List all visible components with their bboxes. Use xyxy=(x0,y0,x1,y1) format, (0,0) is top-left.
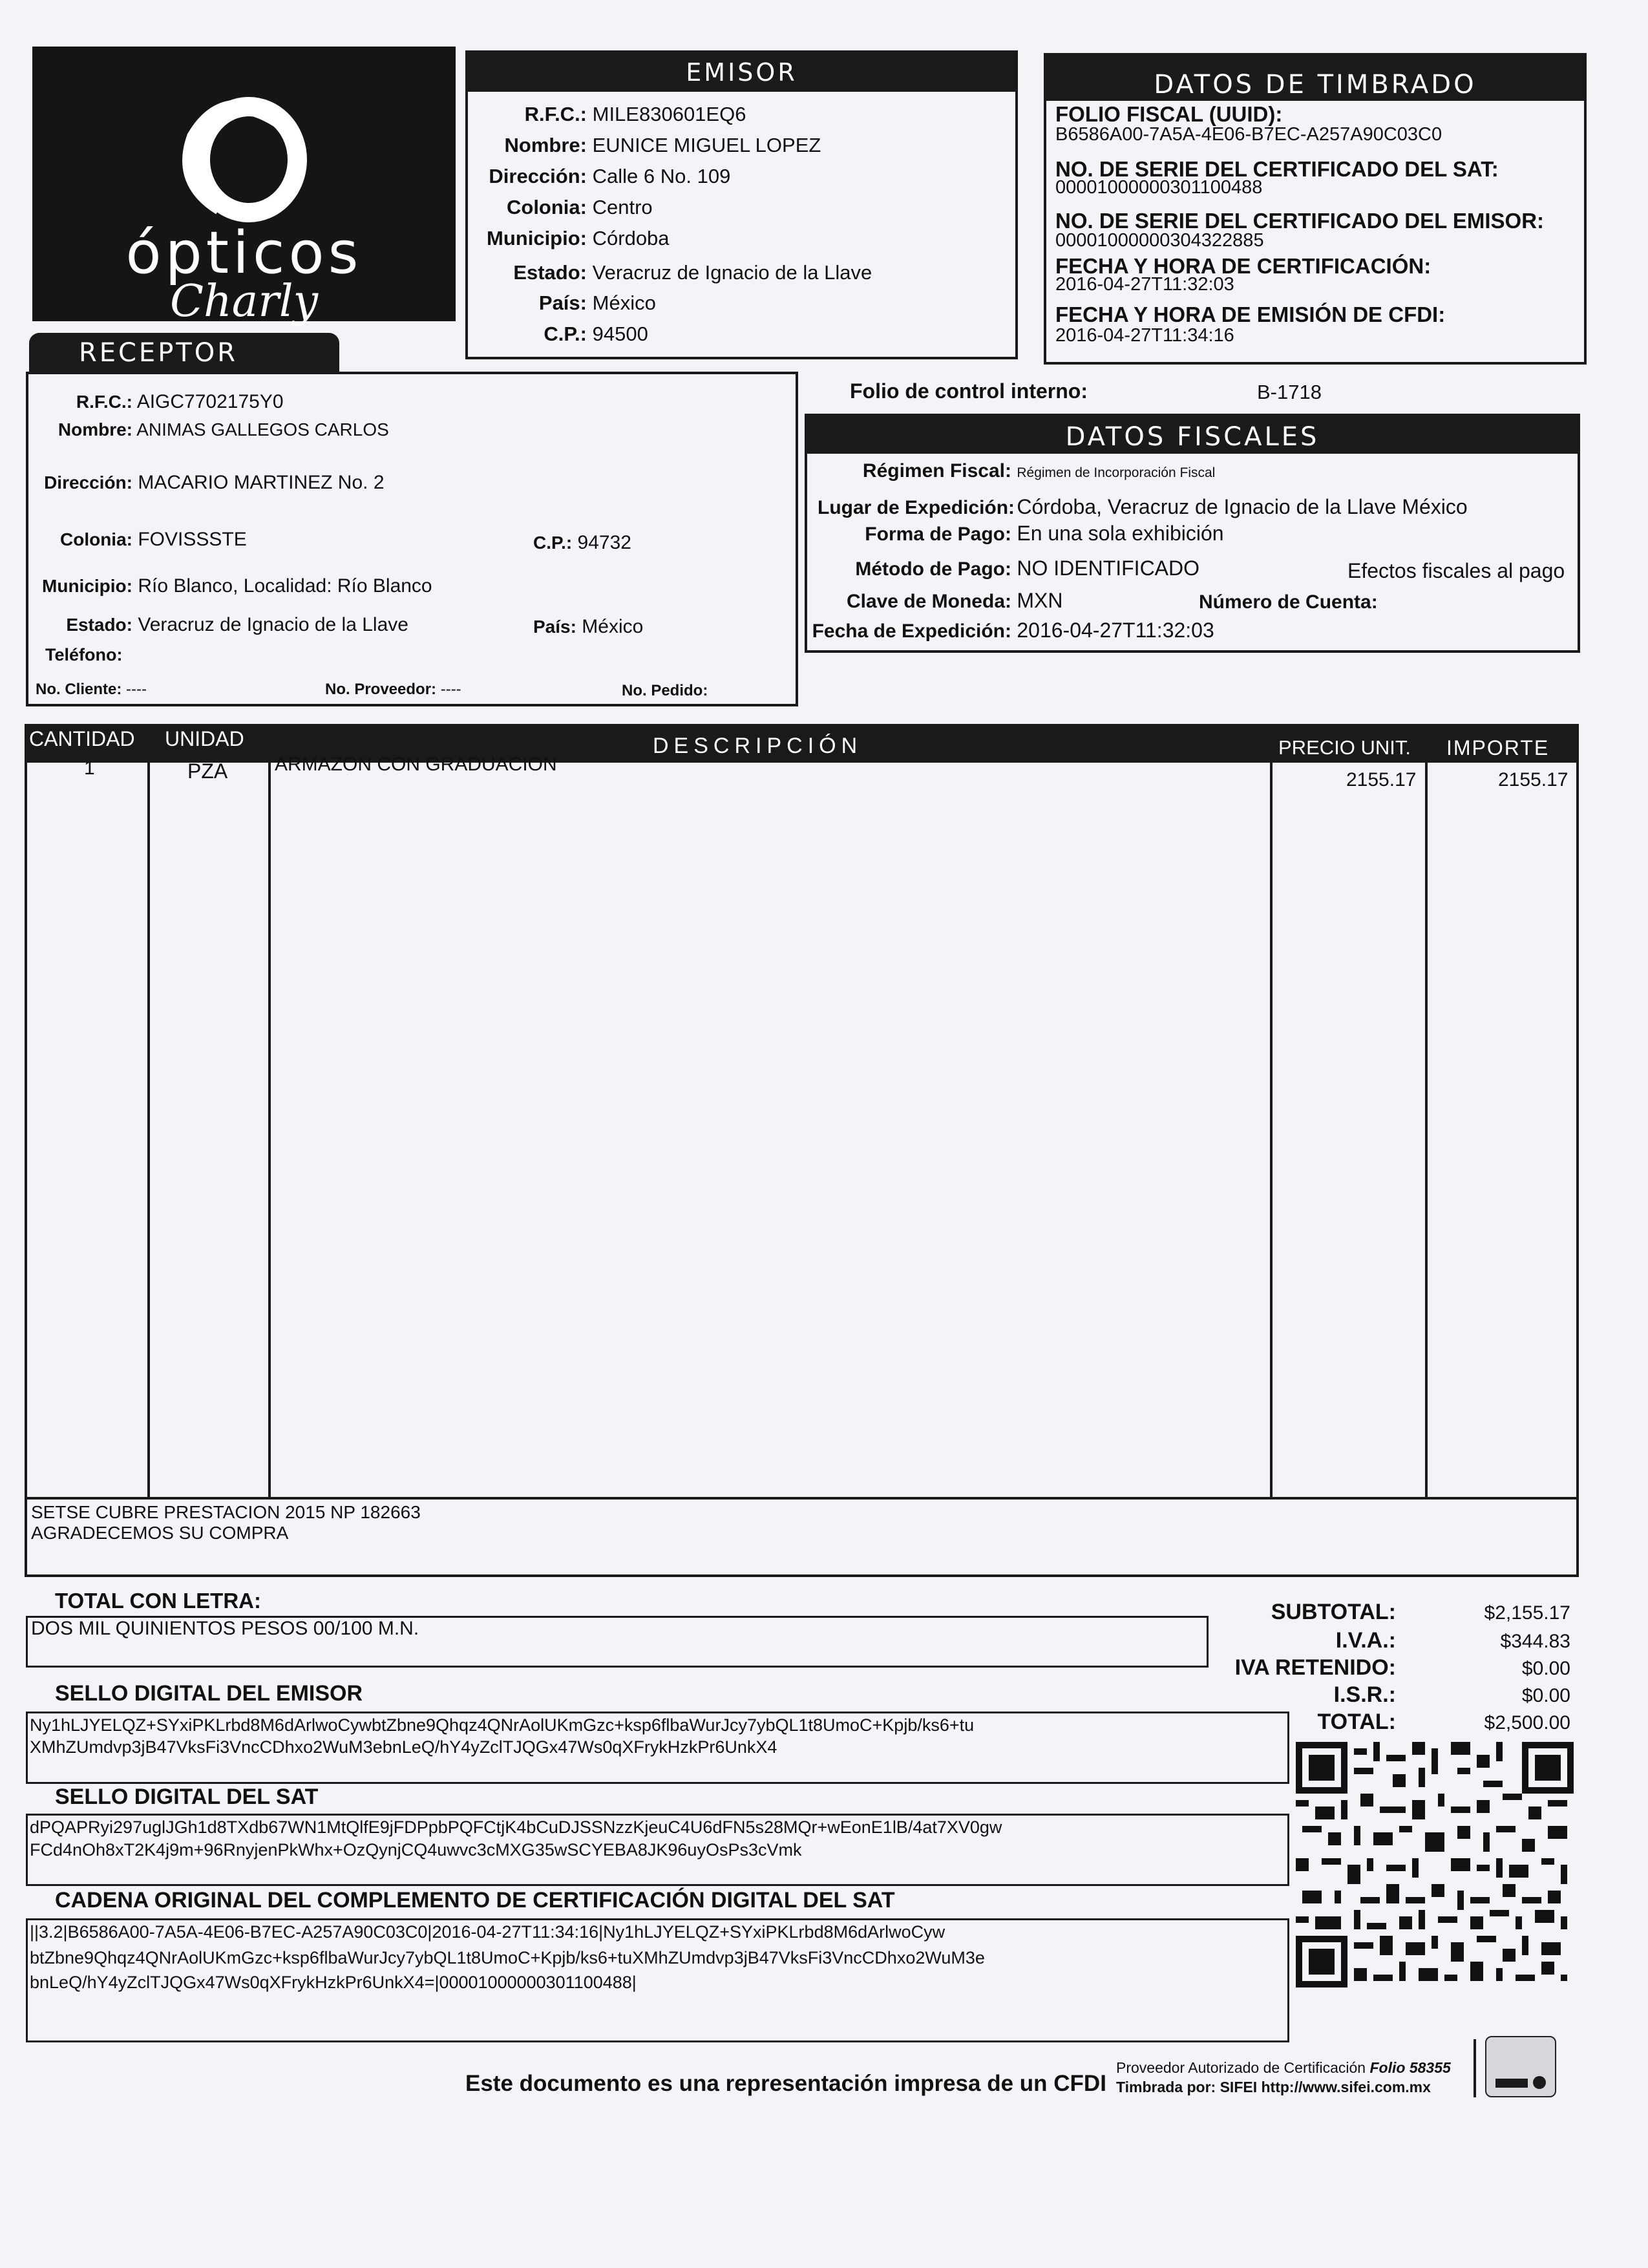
timbrado-value: 2016-04-27T11:34:16 xyxy=(1055,325,1234,346)
sello-emisor-line: XMhZUmdvp3jB47VksFi3VncCDhxo2WuM3ebnLeQ/hY4yZclTJQGx47Ws0qXFrykHzkPr6UnkX4 xyxy=(30,1737,777,1757)
items-box xyxy=(25,724,1579,1577)
fiscales-title: DATOS FISCALES xyxy=(807,416,1578,454)
qr-code-icon xyxy=(1296,1742,1574,1987)
cadena-line: ||3.2|B6586A00-7A5A-4E06-B7EC-A257A90C03C0|2016-04-27T11:34:16|Ny1hLJYELQZ+SYxiPKLrbd8M6dArlwoCyw xyxy=(30,1922,945,1942)
timbrado-value: 00001000000304322885 xyxy=(1055,230,1264,251)
total-letra-value: DOS MIL QUINIENTOS PESOS 00/100 M.N. xyxy=(31,1618,419,1639)
column-divider xyxy=(268,756,271,1500)
receptor-proveedor: No. Proveedor: ---- xyxy=(325,681,461,698)
emisor-row: País: México xyxy=(538,291,656,314)
receptor-telefono: Teléfono: xyxy=(45,645,123,664)
footer-divider xyxy=(1474,2039,1476,2097)
receptor-pais: País: México xyxy=(533,616,644,637)
receptor-municipio: Municipio: Río Blanco, Localidad: Río Blanco xyxy=(42,575,432,597)
table-row-divider xyxy=(27,1497,1576,1500)
receptor-cliente: No. Cliente: ---- xyxy=(36,681,147,698)
timbrado-label: NO. DE SERIE DEL CERTIFICADO DEL SAT: xyxy=(1055,157,1499,181)
fiscales-cuenta: Número de Cuenta: xyxy=(1199,591,1378,613)
footer-timbrada: Timbrada por: SIFEI http://www.sifei.com.mx xyxy=(1116,2079,1431,2095)
sifei-logo-icon xyxy=(1485,2036,1556,2097)
emisor-row: Estado: Veracruz de Ignacio de la Llave xyxy=(513,261,872,284)
total-row: IVA RETENIDO: $0.00 xyxy=(1234,1655,1570,1680)
item-descripcion: ARMAZON CON GRADUACION xyxy=(275,754,557,775)
cadena-line: bnLeQ/hY4yZclTJQGx47Ws0qXFrykHzkPr6UnkX4=|00001000000301100488| xyxy=(30,1973,637,1992)
logo-script: Charly xyxy=(169,276,319,327)
receptor-direccion: Dirección: MACARIO MARTINEZ No. 2 xyxy=(44,472,385,493)
total-row: I.V.A.: $344.83 xyxy=(1335,1628,1570,1653)
fiscales-metodo: Método de Pago: NO IDENTIFICADO xyxy=(855,556,1200,580)
header-unidad: UNIDAD xyxy=(165,727,244,750)
fiscales-efectos: Efectos fiscales al pago xyxy=(1347,559,1565,582)
fiscales-fecha: Fecha de Expedición: 2016-04-27T11:32:03 xyxy=(812,619,1214,642)
timbrado-label: FOLIO FISCAL (UUID): xyxy=(1055,102,1283,126)
receptor-title: RECEPTOR xyxy=(78,338,238,368)
receptor-nombre: Nombre: ANIMAS GALLEGOS CARLOS xyxy=(58,419,389,440)
timbrado-label: NO. DE SERIE DEL CERTIFICADO DEL EMISOR: xyxy=(1055,209,1545,233)
fiscales-lugar: Lugar de Expedición: Córdoba, Veracruz de Ignacio de la Llave México xyxy=(818,495,1468,518)
header-precio: PRECIO UNIT. xyxy=(1278,736,1411,759)
timbrado-value: 00001000000301100488 xyxy=(1055,177,1263,198)
total-row: TOTAL: $2,500.00 xyxy=(1317,1710,1570,1734)
receptor-estado: Estado: Veracruz de Ignacio de la Llave xyxy=(66,614,408,635)
fiscales-forma: Forma de Pago: En una sola exhibición xyxy=(865,522,1224,545)
emisor-row: Nombre: EUNICE MIGUEL LOPEZ xyxy=(504,134,821,156)
company-logo xyxy=(32,47,456,327)
items-note-2: AGRADECEMOS SU COMPRA xyxy=(31,1523,289,1543)
cadena-label: CADENA ORIGINAL DEL COMPLEMENTO DE CERTIFICACIÓN DIGITAL DEL SAT xyxy=(55,1888,895,1913)
timbrado-value: 2016-04-27T11:32:03 xyxy=(1055,274,1234,295)
receptor-colonia: Colonia: FOVISSSTE xyxy=(60,529,247,550)
receptor-pedido: No. Pedido: xyxy=(622,682,708,699)
total-row: I.S.R.: $0.00 xyxy=(1333,1682,1570,1707)
emisor-row: C.P.: 94500 xyxy=(544,323,648,345)
total-letra-label: TOTAL CON LETRA: xyxy=(55,1589,261,1613)
footer-proveedor: Proveedor Autorizado de Certificación Folio 58355 xyxy=(1116,2059,1451,2076)
sello-sat-line: dPQAPRyi297uglJGh1d8TXdb67WN1MtQlfE9jFDPpbPQFCtjK4bCuDJSSNzzKjeuC4U6dFN5s28MQr+wEonE1lB/4at7XV0gw xyxy=(30,1818,1002,1837)
cadena-line: btZbne9Qhqz4QNrAolUKmGzc+ksp6flbaWurJcy7ybQL1t8UmoC+Kpjb/ks6+tuXMhZUmdvp3jB47VksFi3VncCDhxo2WuM3e xyxy=(30,1948,985,1967)
column-divider xyxy=(1425,756,1428,1500)
folio-label: Folio de control interno: xyxy=(850,379,1088,403)
emisor-row: Municipio: Córdoba xyxy=(487,227,670,249)
footer-cfdi: Este documento es una representación impresa de un CFDI xyxy=(465,2071,1106,2096)
sello-emisor-line: Ny1hLJYELQZ+SYxiPKLrbd8M6dArlwoCywbtZbne9Qhqz4QNrAolUKmGzc+ksp6flbaWurJcy7ybQL1t8UmoC+Kpjb/ks6+tu xyxy=(30,1715,975,1735)
sello-sat-label: SELLO DIGITAL DEL SAT xyxy=(55,1785,319,1809)
column-divider xyxy=(1270,756,1273,1500)
fiscales-regimen: Régimen Fiscal: Régimen de Incorporación Fiscal xyxy=(862,460,1216,482)
emisor-row: Colonia: Centro xyxy=(507,196,653,218)
emisor-row: Dirección: Calle 6 No. 109 xyxy=(489,165,731,187)
header-cantidad: CANTIDAD xyxy=(29,727,135,750)
item-importe: 2155.17 xyxy=(1498,769,1569,790)
total-row: SUBTOTAL: $2,155.17 xyxy=(1271,1600,1570,1624)
items-note-1: SETSE CUBRE PRESTACION 2015 NP 182663 xyxy=(31,1502,421,1522)
item-precio: 2155.17 xyxy=(1346,769,1417,790)
receptor-rfc: R.F.C.: AIGC7702175Y0 xyxy=(76,391,284,412)
emisor-row: R.F.C.: MILE830601EQ6 xyxy=(524,103,746,125)
timbrado-value: B6586A00-7A5A-4E06-B7EC-A257A90C03C0 xyxy=(1055,124,1442,145)
logo-word: ópticos xyxy=(125,219,363,287)
timbrado-label: FECHA Y HORA DE EMISIÓN DE CFDI: xyxy=(1055,302,1446,326)
sello-emisor-label: SELLO DIGITAL DEL EMISOR xyxy=(55,1681,363,1706)
fiscales-moneda: Clave de Moneda: MXN xyxy=(846,589,1063,612)
header-importe: IMPORTE xyxy=(1446,736,1550,759)
timbrado-label: FECHA Y HORA DE CERTIFICACIÓN: xyxy=(1055,254,1431,278)
folio-value: B-1718 xyxy=(1257,381,1322,403)
item-unidad: PZA xyxy=(187,759,228,783)
sello-sat-line: FCd4nOh8xT2K4j9m+96RnyjenPkWhx+OzQynjCQ4uwvc3cMXG35wSCYEBA8JK96uyOsPs3cVmk xyxy=(30,1840,802,1860)
item-cantidad: 1 xyxy=(84,758,95,779)
header-descripcion: DESCRIPCIÓN xyxy=(653,734,863,758)
receptor-cp: C.P.: 94732 xyxy=(533,532,631,553)
timbrado-title: DATOS DE TIMBRADO xyxy=(1046,56,1584,101)
emisor-title: EMISOR xyxy=(468,53,1015,92)
column-divider xyxy=(147,756,150,1500)
